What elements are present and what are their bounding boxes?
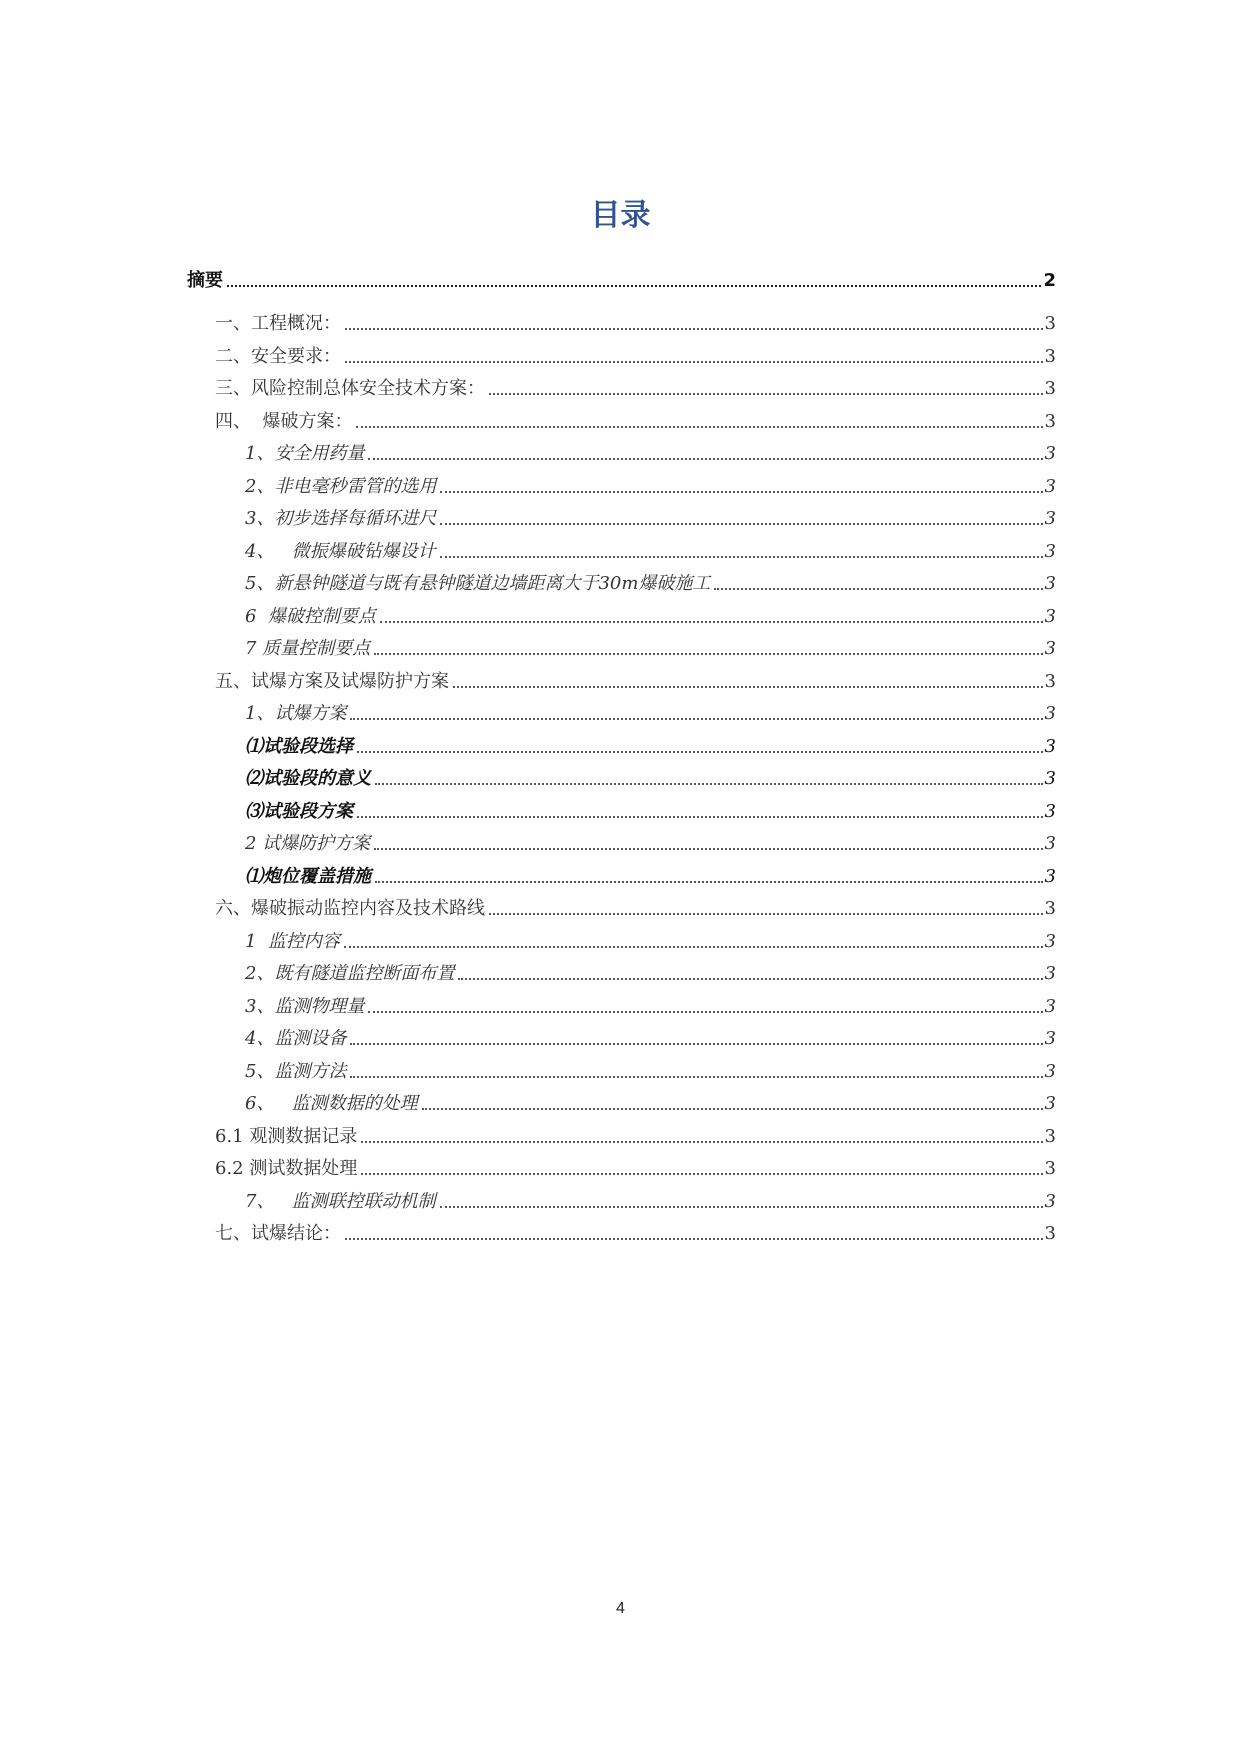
toc-entry[interactable] <box>245 537 1056 563</box>
footer-page-number: 4 <box>616 1600 625 1617</box>
toc-entry-label: 1、安全用药量 <box>245 443 365 464</box>
toc-dot-leader <box>357 816 1043 818</box>
toc-entry-page: 3 <box>1044 1223 1056 1244</box>
toc-entry-page: 3 <box>1044 1158 1056 1179</box>
toc-dot-leader <box>440 523 1042 525</box>
toc-entry-label: 5、新悬钟隧道与既有悬钟隧道边墙距离大于30m爆破施工 <box>245 573 711 594</box>
toc-entry[interactable] <box>215 667 1056 693</box>
toc-entry[interactable] <box>245 927 1056 953</box>
toc-entry[interactable] <box>245 1089 1056 1115</box>
toc-entry-page: 3 <box>1044 411 1056 432</box>
toc-entry[interactable] <box>215 407 1056 433</box>
toc-dot-leader <box>345 361 1043 363</box>
toc-dot-leader <box>489 393 1043 395</box>
toc-entry[interactable] <box>245 439 1056 465</box>
toc-entry-page: 3 <box>1044 931 1056 952</box>
toc-entry-label: 3、初步选择每循环进尺 <box>245 508 437 529</box>
toc-entry-label: 2、既有隧道监控断面布置 <box>245 963 455 984</box>
toc-entry-page: 3 <box>1044 963 1056 984</box>
toc-entry[interactable] <box>215 309 1056 335</box>
toc-entry-label: 6 爆破控制要点 <box>245 606 376 627</box>
toc-entry-label: 4、监测设备 <box>245 1028 347 1049</box>
toc-dot-leader <box>440 1206 1043 1208</box>
toc-entry-page: 3 <box>1044 508 1056 529</box>
toc-entry-label: 摘要 <box>187 270 223 291</box>
toc-dot-leader <box>227 285 1041 287</box>
toc-entry[interactable] <box>245 472 1056 498</box>
toc-dot-leader <box>380 621 1043 623</box>
toc-entry[interactable] <box>245 992 1056 1018</box>
toc-dot-leader <box>350 718 1042 720</box>
toc-dot-leader <box>357 751 1043 753</box>
toc-entry[interactable] <box>215 342 1056 368</box>
toc-entry[interactable] <box>215 1219 1056 1245</box>
toc-entry-page: 3 <box>1044 898 1056 919</box>
toc-entry-page: 3 <box>1044 1191 1056 1212</box>
toc-entry-label: 6.2 测试数据处理 <box>215 1158 358 1179</box>
toc-dot-leader <box>350 1076 1042 1078</box>
toc-dot-leader <box>361 1141 1042 1143</box>
toc-entry-page: 2 <box>1043 270 1056 291</box>
toc-entry-page: 3 <box>1044 1126 1056 1147</box>
toc-entry[interactable] <box>245 634 1056 660</box>
toc-entry[interactable] <box>245 699 1056 725</box>
toc-entry-page: 3 <box>1044 671 1056 692</box>
toc-title: 目录 <box>590 198 651 233</box>
toc-entry-page: 3 <box>1044 541 1056 562</box>
toc-dot-leader <box>345 1238 1043 1240</box>
toc-entry[interactable] <box>245 764 1056 790</box>
toc-entry[interactable] <box>245 797 1056 823</box>
toc-entry-page: 3 <box>1044 638 1056 659</box>
toc-entry-label: 七、试爆结论： <box>215 1223 341 1244</box>
toc-dot-leader <box>374 653 1042 655</box>
toc-entry-label: 一、工程概况： <box>215 313 341 334</box>
toc-dot-leader <box>375 783 1043 785</box>
toc-dot-leader <box>350 1043 1042 1045</box>
toc-entry-page: 3 <box>1044 1093 1056 1114</box>
toc-entry-label: 7 质量控制要点 <box>245 638 371 659</box>
toc-entry-page: 3 <box>1044 476 1056 497</box>
toc-entry-label: 6.1 观测数据记录 <box>215 1126 358 1147</box>
toc-dot-leader <box>368 458 1042 460</box>
toc-entry[interactable] <box>187 266 1056 292</box>
toc-entry[interactable] <box>245 732 1056 758</box>
toc-entry-label: 5、监测方法 <box>245 1061 347 1082</box>
toc-entry-label: ⑴炮位覆盖措施 <box>245 866 371 887</box>
toc-entry-label: 1、试爆方案 <box>245 703 347 724</box>
toc-dot-leader <box>345 328 1043 330</box>
toc-dot-leader <box>714 588 1042 590</box>
toc-dot-leader <box>361 1173 1042 1175</box>
toc-entry-page: 3 <box>1044 313 1056 334</box>
toc-dot-leader <box>356 426 1042 428</box>
toc-entry[interactable] <box>245 602 1056 628</box>
toc-entry-label: 二、安全要求： <box>215 346 341 367</box>
toc-entry-label: 4、 微振爆破钻爆设计 <box>245 541 436 562</box>
toc-entry[interactable] <box>245 1057 1056 1083</box>
toc-entry[interactable] <box>245 959 1056 985</box>
toc-entry-page: 3 <box>1044 833 1056 854</box>
toc-dot-leader <box>440 491 1042 493</box>
toc-entry-page: 3 <box>1044 801 1056 822</box>
toc-entry[interactable] <box>215 1122 1056 1148</box>
toc-entry-label: 三、风险控制总体安全技术方案： <box>215 378 485 399</box>
toc-dot-leader <box>368 1011 1042 1013</box>
toc-dot-leader <box>374 848 1042 850</box>
toc-entry-page: 3 <box>1044 573 1056 594</box>
toc-dot-leader <box>344 946 1043 948</box>
toc-dot-leader <box>422 1108 1043 1110</box>
toc-dot-leader <box>453 686 1043 688</box>
toc-entry-label: 2、非电毫秒雷管的选用 <box>245 476 437 497</box>
toc-dot-leader <box>440 556 1043 558</box>
toc-entry-page: 3 <box>1044 768 1056 789</box>
toc-entry[interactable] <box>245 1187 1056 1213</box>
toc-entry-label: ⑴试验段选择 <box>245 736 353 757</box>
toc-entry[interactable] <box>245 569 1056 595</box>
toc-entry-label: ⑵试验段的意义 <box>245 768 371 789</box>
toc-dot-leader <box>489 913 1043 915</box>
toc-entry[interactable] <box>215 894 1056 920</box>
toc-entry-label: 2 试爆防护方案 <box>245 833 371 854</box>
toc-entry[interactable] <box>215 374 1056 400</box>
toc-entry-page: 3 <box>1044 996 1056 1017</box>
toc-entry-page: 3 <box>1044 703 1056 724</box>
toc-entry-label: 3、监测物理量 <box>245 996 365 1017</box>
toc-entry-label: 6、 监测数据的处理 <box>245 1093 418 1114</box>
toc-dot-leader <box>458 978 1042 980</box>
toc-dot-leader <box>375 881 1043 883</box>
toc-entry[interactable] <box>245 504 1056 530</box>
toc-entry-label: 六、爆破振动监控内容及技术路线 <box>215 898 485 919</box>
toc-entry[interactable] <box>215 1154 1056 1180</box>
toc-entry-label: 1 监控内容 <box>245 931 340 952</box>
toc-entry-page: 3 <box>1044 606 1056 627</box>
toc-entry-page: 3 <box>1044 1028 1056 1049</box>
toc-entry-label: 四、 爆破方案： <box>215 411 353 432</box>
toc-entry-page: 3 <box>1044 378 1056 399</box>
toc-entry[interactable] <box>245 829 1056 855</box>
toc-entry-label: 7、 监测联控联动机制 <box>245 1191 436 1212</box>
toc-entry-page: 3 <box>1044 346 1056 367</box>
toc-entry[interactable] <box>245 862 1056 888</box>
toc-entry-label: ⑶试验段方案 <box>245 801 353 822</box>
toc-entry[interactable] <box>245 1024 1056 1050</box>
toc-entry-page: 3 <box>1044 1061 1056 1082</box>
toc-entry-page: 3 <box>1044 736 1056 757</box>
toc-entry-page: 3 <box>1044 866 1056 887</box>
toc-entry-label: 五、试爆方案及试爆防护方案 <box>215 671 449 692</box>
toc-entry-page: 3 <box>1044 443 1056 464</box>
